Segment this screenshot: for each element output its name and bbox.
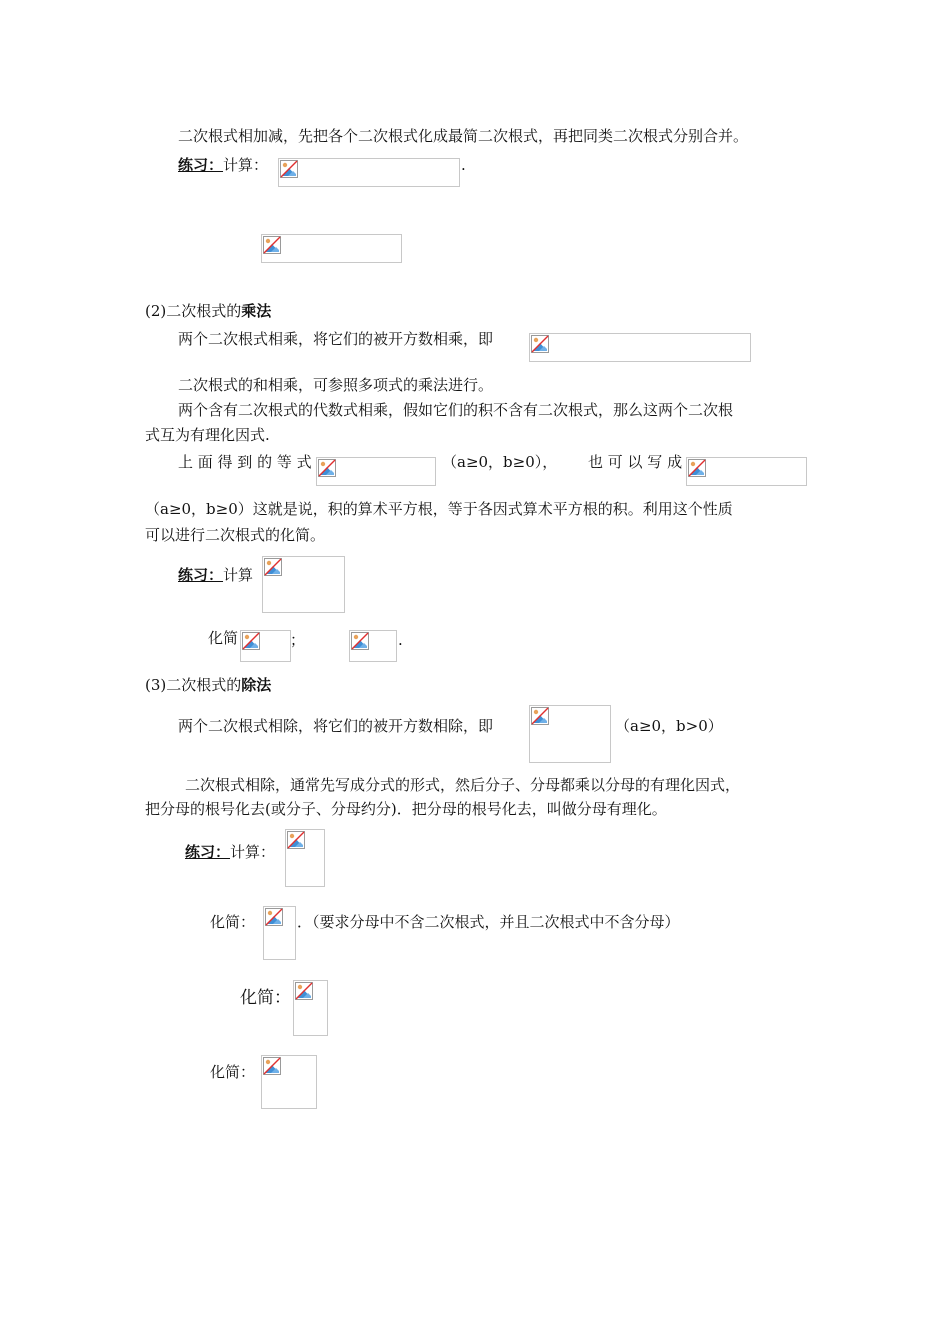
- period: .: [398, 631, 403, 649]
- condition: （a≥0，b>0）: [615, 717, 723, 735]
- section-heading-multiplication: [145, 301, 271, 321]
- simplify-label: 化简：: [210, 913, 256, 931]
- broken-image-icon: [318, 459, 336, 477]
- broken-image-icon: [263, 1057, 281, 1075]
- formula-image: [686, 457, 807, 486]
- exercise-label: 练习：: [178, 566, 224, 584]
- semicolon: ；: [290, 631, 306, 649]
- formula-image: [263, 906, 296, 960]
- broken-image-icon: [264, 558, 282, 576]
- period: .: [461, 156, 466, 174]
- calc-label: 计算：: [223, 156, 269, 174]
- broken-image-icon: [688, 459, 706, 477]
- formula-image: [349, 630, 397, 662]
- formula-image: [293, 980, 328, 1036]
- heading-bold: 乘法: [241, 302, 272, 320]
- simplify-label: 化简：: [240, 988, 291, 1008]
- formula-image: [261, 1055, 317, 1109]
- paragraph: 可以进行二次根式的化简。: [145, 526, 326, 544]
- division-rule: 两个二次根式相除，将它们的被开方数相除，即: [178, 717, 494, 735]
- paragraph: 二次根式的和相乘，可参照多项式的乘法进行。: [178, 376, 494, 394]
- heading-bold: 除法: [241, 676, 272, 694]
- formula-image: [529, 705, 611, 763]
- paragraph: 把分母的根号化去(或分子、分母约分)．把分母的根号化去，叫做分母有理化。: [145, 800, 667, 818]
- exercise-line-2: [178, 565, 253, 585]
- exercise-line-3: [185, 842, 275, 862]
- formula-image: [262, 556, 345, 613]
- paragraph: 上 面 得 到 的 等 式: [178, 453, 312, 471]
- broken-image-icon: [280, 160, 298, 178]
- simplify-label: 化简：: [210, 1063, 256, 1081]
- broken-image-icon: [287, 831, 305, 849]
- formula-image: [240, 630, 291, 662]
- broken-image-icon: [265, 908, 283, 926]
- paragraph: 两个含有二次根式的代数式相乘，假如它们的积不含有二次根式，那么这两个二次根: [178, 401, 734, 419]
- heading-prefix: (2)二次根式的: [145, 302, 242, 320]
- calc-label: 计算: [223, 566, 254, 584]
- paragraph: 也 可 以 写 成: [588, 453, 683, 471]
- formula-image: [278, 158, 460, 187]
- exercise-line-1: [178, 155, 268, 175]
- broken-image-icon: [351, 632, 369, 650]
- formula-image: [529, 333, 751, 362]
- formula-image: [261, 234, 402, 263]
- formula-image: [316, 457, 436, 486]
- simplify-label: 化简: [208, 629, 239, 647]
- paragraph: （a≥0，b≥0）这就是说，积的算术平方根，等于各因式算术平方根的积。利用这个性质: [145, 500, 733, 518]
- heading-prefix: (3)二次根式的: [145, 676, 242, 694]
- broken-image-icon: [263, 236, 281, 254]
- condition: （a≥0，b≥0），: [442, 453, 558, 471]
- formula-image: [285, 829, 325, 887]
- exercise-label: 练习：: [178, 156, 224, 174]
- paragraph: 二次根式相除，通常先写成分式的形式，然后分子、分母都乘以分母的有理化因式，: [185, 776, 741, 794]
- broken-image-icon: [295, 982, 313, 1000]
- paragraph: 式互为有理化因式.: [145, 426, 270, 444]
- section-heading-division: [145, 675, 271, 695]
- addition-rule-paragraph: 二次根式相加减，先把各个二次根式化成最简二次根式，再把同类二次根式分别合并。: [178, 127, 749, 145]
- broken-image-icon: [531, 335, 549, 353]
- broken-image-icon: [531, 707, 549, 725]
- multiplication-rule: 两个二次根式相乘，将它们的被开方数相乘，即: [178, 330, 494, 348]
- exercise-label: 练习：: [185, 843, 231, 861]
- requirement-note: ．（要求分母中不含二次根式，并且二次根式中不含分母）: [297, 913, 680, 931]
- calc-label: 计算：: [230, 843, 276, 861]
- broken-image-icon: [242, 632, 260, 650]
